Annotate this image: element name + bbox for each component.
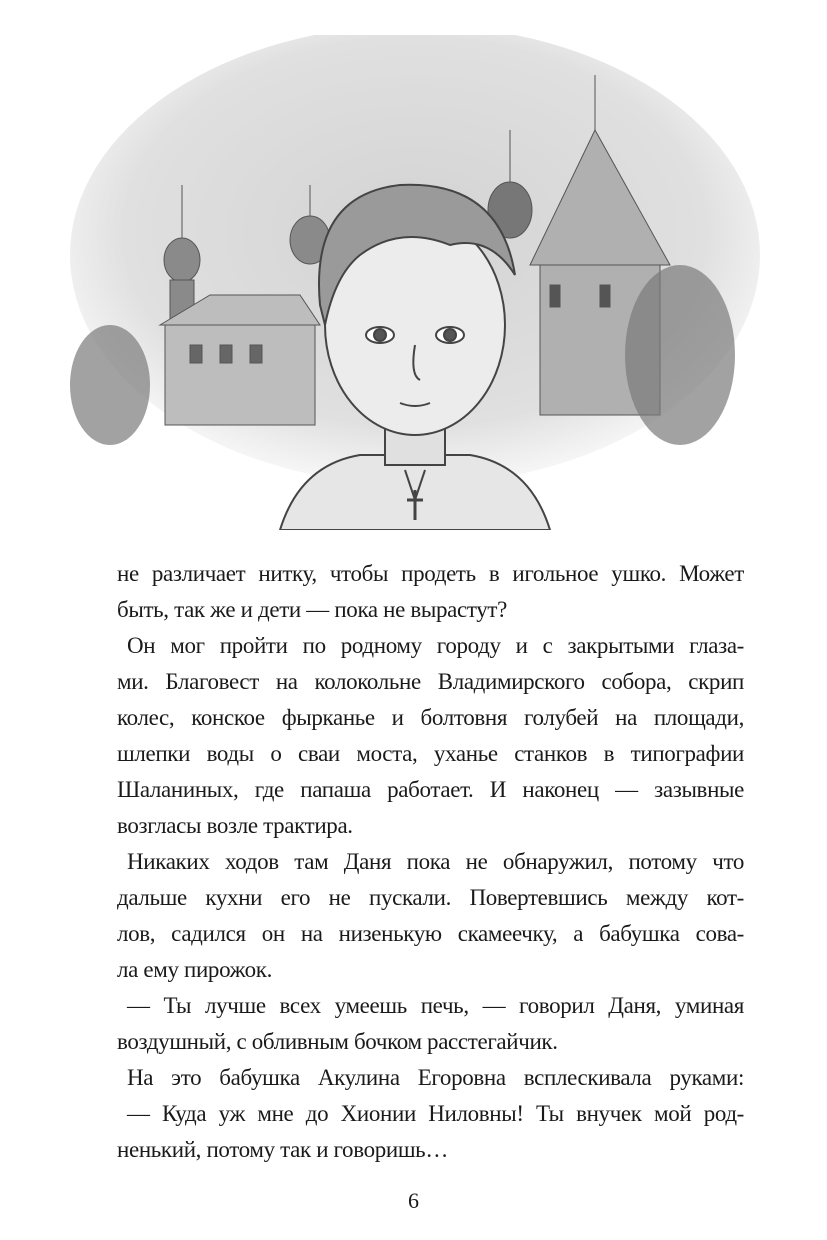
page-number: 6: [408, 1188, 419, 1213]
text-line: не различает нитку, чтобы продеть в игольное ушко. Может: [117, 561, 744, 586]
text-line: ненький, потому так и говоришь…: [117, 1137, 448, 1162]
text-line: ми. Благовест на колокольне Владимирского собора, скрип: [117, 669, 744, 694]
text-line: Никаких ходов там Даня пока не обнаружил, потому что: [127, 849, 744, 874]
pencil-illustration-boy-with-churches: [70, 35, 760, 530]
text-line: быть, так же и дети — пока не вырастут?: [117, 597, 507, 622]
text-line: Он мог пройти по родному городу и с закрытыми глаза-: [127, 633, 744, 658]
text-line: колес, конское фырканье и болтовня голубей на площади,: [117, 705, 744, 730]
text-line: возгласы возле трактира.: [117, 813, 353, 838]
text-line: — Куда уж мне до Хионии Ниловны! Ты внучек мой род-: [127, 1101, 744, 1126]
text-line: шлепки воды о сваи моста, уханье станков в типографии: [117, 741, 744, 766]
body-text: [117, 556, 744, 1168]
text-line: На это бабушка Акулина Егоровна всплескивала руками:: [127, 1065, 744, 1090]
text-line: дальше кухни его не пускали. Повертевшись между кот-: [117, 885, 744, 910]
text-line: лов, садился он на низенькую скамеечку, а бабушка сова-: [117, 921, 744, 946]
text-line: ла ему пирожок.: [117, 957, 272, 982]
text-line: Шаланиных, где папаша работает. И наконец — зазывные: [117, 777, 744, 802]
house: [160, 295, 320, 425]
text-line: — Ты лучше всех умеешь печь, — говорил Даня, уминая: [127, 993, 744, 1018]
text-line: воздушный, с обливным бочком расстегайчик.: [117, 1029, 558, 1054]
